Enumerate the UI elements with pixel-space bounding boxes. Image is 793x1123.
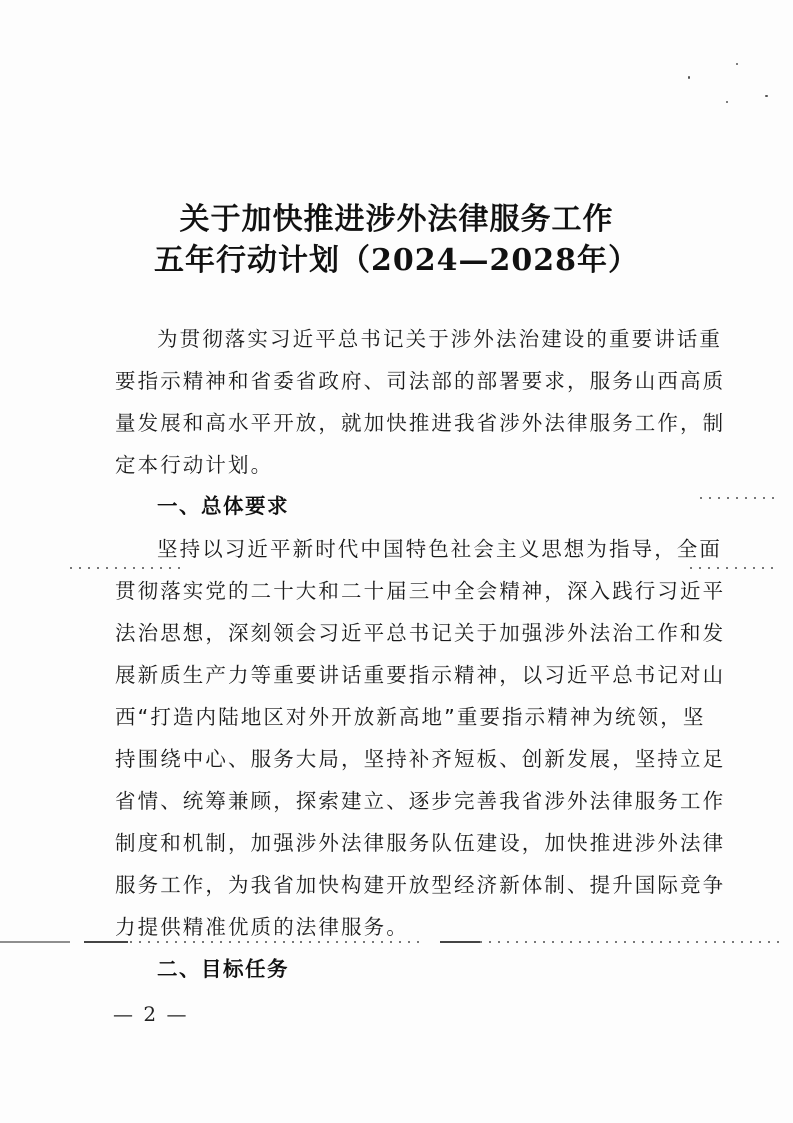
intro-paragraph-line: 要指示精神和省委省政府、司法部的部署要求，服务山西高质: [115, 369, 726, 393]
document-title-line-2: 五年行动计划（2024—2028年）: [154, 243, 639, 278]
scan-noise-line: [480, 941, 780, 943]
intro-paragraph-line: 量发展和高水平开放，就加快推进我省涉外法律服务工作，制: [115, 411, 726, 435]
section1-paragraph-line: 贯彻落实党的二十大和二十届三中全会精神，深入践行习近平: [115, 579, 726, 603]
section1-paragraph-line: 服务工作，为我省加快构建开放型经济新体制、提升国际竞争: [115, 873, 726, 897]
scan-speck: [726, 101, 728, 103]
section1-paragraph-line: 制度和机制，加强涉外法律服务队伍建设，加快推进涉外法律: [115, 831, 726, 855]
scan-noise-line: [70, 567, 180, 569]
scan-noise-line: [300, 941, 420, 943]
section1-paragraph-line: 持围绕中心、服务大局，坚持补齐短板、创新发展，坚持立足: [115, 747, 726, 771]
scan-noise-line: [84, 941, 128, 943]
scan-speck: [736, 63, 738, 65]
section-heading-goals-tasks: 二、目标任务: [157, 957, 289, 981]
intro-paragraph-line: 定本行动计划。: [115, 453, 274, 477]
scan-noise-line: [700, 497, 780, 499]
section1-paragraph-line: 法治思想，深刻领会习近平总书记关于加强涉外法治工作和发: [115, 621, 726, 645]
section1-paragraph-line: 展新质生产力等重要讲话重要指示精神，以习近平总书记对山: [115, 663, 726, 687]
section1-paragraph-line: 坚持以习近平新时代中国特色社会主义思想为指导，全面: [157, 537, 722, 561]
intro-paragraph-line: 为贯彻落实习近平总书记关于涉外法治建设的重要讲话重: [157, 327, 722, 351]
section1-paragraph-line: 省情、统筹兼顾，探索建立、逐步完善我省涉外法律服务工作: [115, 789, 726, 813]
document-title-line-1: 关于加快推进涉外法律服务工作: [179, 202, 614, 237]
section1-paragraph-line: 西“打造内陆地区对外开放新高地”重要指示精神为统领，坚: [115, 705, 706, 729]
section-heading-overall-requirements: 一、总体要求: [157, 494, 289, 518]
scan-speck: [765, 95, 768, 97]
scan-noise-line: [130, 941, 300, 943]
scan-noise-line: [440, 941, 480, 943]
scan-noise-line: [0, 941, 70, 943]
page-number: — 2 —: [113, 1002, 189, 1026]
section1-paragraph-line: 力提供精准优质的法律服务。: [115, 915, 409, 939]
scan-noise-line: [690, 567, 780, 569]
scan-speck: [688, 76, 690, 79]
